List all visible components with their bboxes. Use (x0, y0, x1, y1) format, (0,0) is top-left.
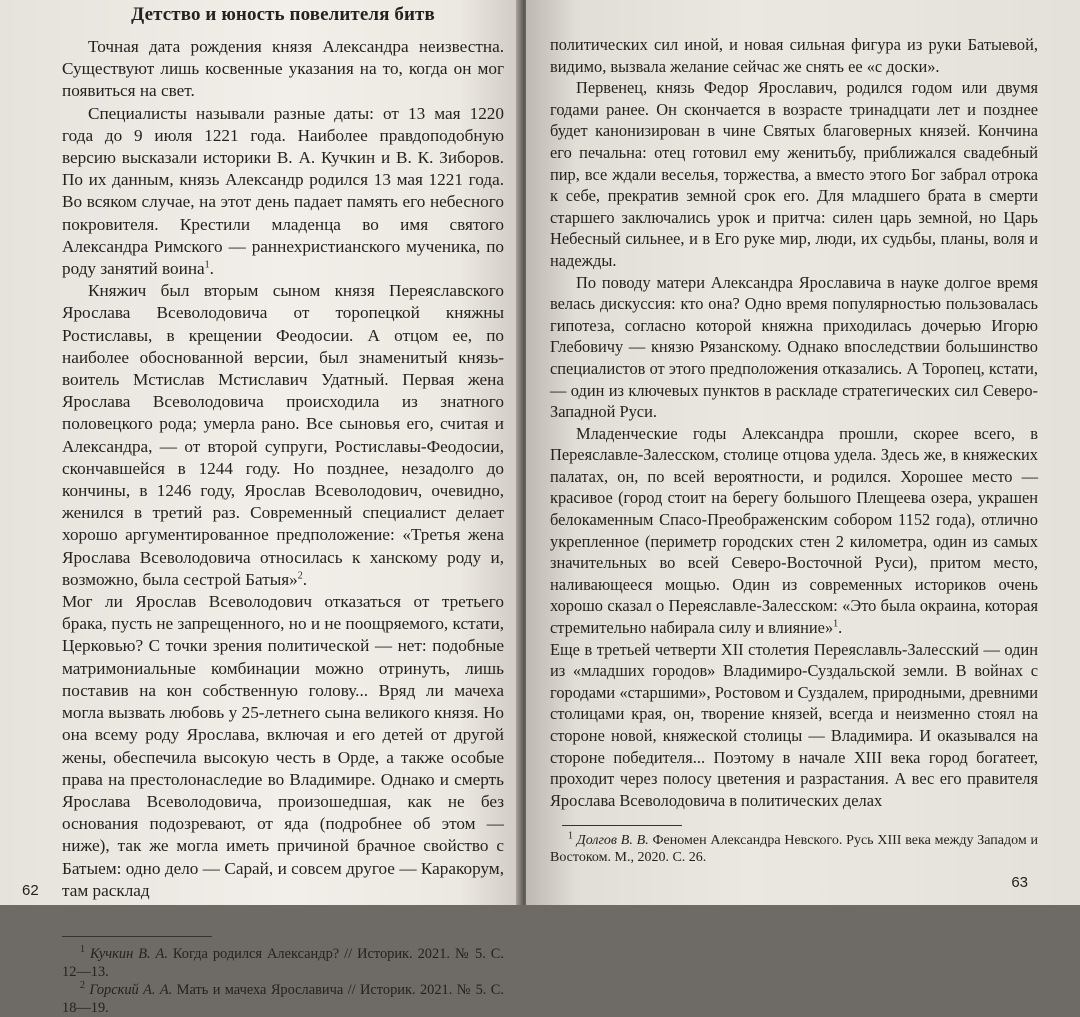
footnote (550, 832, 1038, 866)
footnote-number: 1 (80, 944, 85, 956)
right-page (526, 0, 1080, 905)
page-number: 63 (1011, 874, 1028, 891)
footnote-divider (62, 936, 212, 937)
footnote (62, 981, 504, 1017)
running-header: Детство и юность повелителя битв (131, 4, 435, 25)
footnote-number: 2 (80, 980, 85, 992)
paragraph: Специалисты называли разные даты: от 13 мая 1220 года до 9 июля 1221 года. Наиболее правдоподобную версию высказали историки В. А. Кучкин и В. К. Зиборов. По их данным, князь Александр родился 13 мая 1221 года. Во всяком случае, на этот день падает память его небесного покровителя. Крестили младенца во имя святого Александра Римского — раннехристианского мученика, по роду занятий воина$^1$. (62, 103, 504, 279)
paragraph: Точная дата рождения князя Александра неизвестна. Существуют лишь косвенные указания на то, когда он мог появиться на свет. (62, 37, 504, 101)
paragraph: Княжич был вторым сыном князя Переяславского Ярослава Всеволодовича от торопецкой княжны Ростиславы, в крещении Феодосии. А отцом ее, по наиболее обоснованной версии, был знаменитый князь-воитель Мстислав Мстиславич Удатный. Первая жена Ярослава Всеволодовича происходила из знатного половецкого рода; умерла рано. Все сыновья его, считая и Александра, — от второй супруги, Ростиславы-Феодосии, скончавшейся в 1244 году. Но позднее, незадолго до кончины, в 1246 году, Ярослав Всеволодович, очевидно, женился в третий раз. Современный специалист делает хорошо аргументированное предположение: «Третья жена Ярослава Всеволодовича относилась к ханскому роду и, возможно, была сестрой Батыя»$^2$. (62, 281, 504, 589)
footnote-ref: 2 (297, 570, 303, 582)
footnote (62, 945, 504, 981)
paragraph-text: Специалисты называли разные даты: от 13 мая 1220 года до 9 июля 1221 года. Наиболее правдоподобную версию высказали историки В. А. Кучкин и В. К. Зиборов. По их данным, князь Александр родился 13 мая 1221 года. Во всяком случае, на этот день падает память его небесного покровителя. Крестили младенца во имя святого Александра Римского — раннехристианского мученика, по роду занятий воина (62, 103, 504, 279)
paragraph: Первенец, князь Федор Ярославич, родился годом или двумя годами ранее. Он скончается в возрасте тринадцати лет и позднее будет канонизирован в чине Святых благоверных князей. Кончина его печальна: отец готовил ему женитьбу, приближался свадебный пир, все ждали веселья, торжества, а вместо этого Бог забрал отрока к себе, прекратив земной срок его. Для младшего брата в смерти старшего заключались урок и притча: силен царь земной, но Царь Небесный сильнее, и в Его руке мир, люди, их судьбы, планы, воля и надежды. (550, 78, 1038, 270)
footnote-number: 1 (568, 830, 573, 842)
paragraph: По поводу матери Александра Ярославича в науке долгое время велась дискуссия: кто она? Одно время популярностью пользовалась гипотеза, согласно которой княжна приходилась дочерью Игорю Глебовичу — князю Рязанскому. Однако впоследствии большинство специалистов от этого предположения отказались. А Торопец, кстати, — один из ключевых пунктов в раскладе стратегических сил Северо-Западной Руси. (550, 272, 1038, 422)
footnote-text: Феномен Александра Невского. Русь XIII века между Западом и Востоком. М., 2020. С. 26. (550, 833, 1039, 866)
footnote-text: Мать и мачеха Ярославича // Историк. 2021. № 5. С. 18—19. (62, 981, 504, 1016)
paragraph: Мог ли Ярослав Всеволодович отказаться от третьего брака, пусть не запрещенного, но и не поощряемого, кстати, Церковью? С точки зрения политической — нет: подобные матримониальные комбинации можно отринуть, лишь поставив на кон собственную голову... Вряд ли мачеха могла вызвать любовь у 25-летнего сына великого князя. Но она всему роду Ярослава, включая и его детей от другой жены, обеспечила высокую честь в Орде, а также особые права на престолонаследие во Владимире. Однако и смерть Ярослава Всеволодовича, произошедшая, как не без основания подозревают, от яда (подробнее об этом — ниже), так же могла иметь причиной брачное свойство с Батыем: одно дело — Сарай, и совсем другое — Каракорум, там расклад (62, 592, 504, 900)
footnote-ref: 1 (833, 618, 839, 630)
left-page (0, 0, 522, 1016)
paragraph-text: Младенческие годы Александра прошли, скорее всего, в Переяславле-Залесском, столице отцова удела. Здесь же, в княжеских палатах, он, по всей вероятности, и родился. Хорошее место — красивое (город стоит на берегу большого Плещеева озера, украшен белокаменным Спасо-Преображенским собором 1152 года), отлично укрепленное (периметр городских стен 2 километра, один из самых значительных во всей Северо-Восточной Руси), притом место, наливающееся мощью. Один из современных историков очень хорошо сказал о Переяславле-Залесском: «Это была окраина, которая стремительно набирала силу и влияние» (550, 423, 1038, 638)
footnote-ref: 1 (204, 259, 210, 271)
page-number: 62 (22, 882, 39, 899)
footnote-author: Горский А. А. (89, 981, 173, 998)
footnote-author: Кучкин В. А. (89, 945, 168, 962)
paragraph: Еще в третьей четверти XII столетия Переяславль-Залесский — один из «младших городов» Владимиро-Суздальской земли. В войнах с городами «старшими», Ростовом и Суздалем, природными, древними столицами края, он, творение князей, всегда и неизменно стоял на стороне новой, княжеской столицы — Владимира. И оказывался на стороне победителя... Поэтому в начале XIII века город богатеет, проходит через полосу цветения и разрастания. А вес его правителя Ярослава Всеволодовича в политических делах (550, 639, 1038, 810)
paragraph-text: Княжич был вторым сыном князя Переяславского Ярослава Всеволодовича от торопецкой княжны Ростиславы, в крещении Феодосии. А отцом ее, по наиболее обоснованной версии, был знаменитый князь-воитель Мстислав Мстиславич Удатный. Первая жена Ярослава Всеволодовича происходила из знатного половецкого рода; умерла рано. Все сыновья его, считая и Александра, — от второй супруги, Ростиславы-Феодосии, скончавшейся в 1244 году. Но позднее, незадолго до кончины, в 1246 году, Ярослав Всеволодович, очевидно, женился в третий раз. Современный специалист делает хорошо аргументированное предположение: «Третья жена Ярослава Всеволодовича относилась к ханскому роду и, возможно, была сестрой Батыя» (62, 281, 504, 589)
footnote-divider (562, 825, 682, 826)
paragraph: политических сил иной, и новая сильная фигура из руки Батыевой, видимо, вызвала желание сейчас же снять ее «с доски». (550, 35, 1038, 76)
paragraph: Младенческие годы Александра прошли, скорее всего, в Переяславле-Залесском, столице отцова удела. Здесь же, в княжеских палатах, он, по всей вероятности, и родился. Хорошее место — красивое (город стоит на берегу большого Плещеева озера, украшен белокаменным Спасо-Преображенским собором 1152 года), отлично укрепленное (периметр городских стен 2 километра, один из самых значительных во всей Северо-Восточной Руси), притом место, наливающееся мощью. Один из современных историков очень хорошо сказал о Переяславле-Залесском: «Это была окраина, которая стремительно набирала силу и влияние»$^1$. (550, 423, 1038, 638)
footnote-author: Долгов В. В. (576, 833, 649, 849)
footnote-text: Когда родился Александр? // Историк. 2021. № 5. С. 12—13. (62, 945, 504, 980)
